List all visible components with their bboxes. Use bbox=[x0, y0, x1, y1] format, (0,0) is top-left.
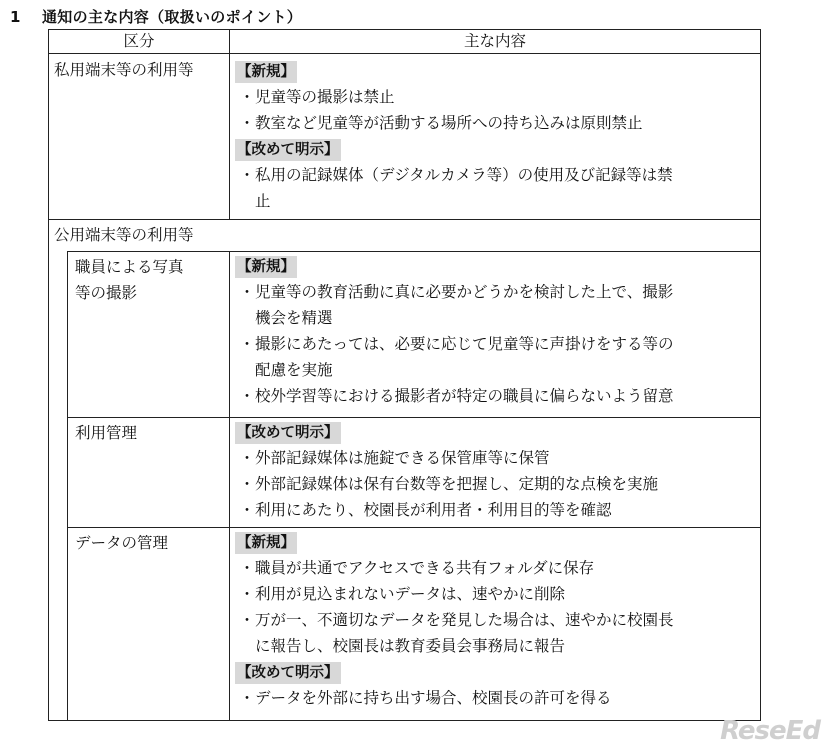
list-item: ・児童等の撮影は禁止 bbox=[239, 88, 395, 106]
section-number: 1 bbox=[10, 8, 21, 26]
list-item-continuation: 配慮を実施 bbox=[255, 361, 333, 379]
tag-clarify: 【改めて明示】 bbox=[235, 662, 341, 684]
list-item: ・外部記録媒体は保有台数等を把握し、定期的な点検を実施 bbox=[239, 475, 659, 493]
list-item: ・外部記録媒体は施錠できる保管庫等に保管 bbox=[239, 449, 550, 467]
list-item: ・利用にあたり、校園長が利用者・利用目的等を確認 bbox=[239, 501, 612, 519]
list-item: ・校外学習等における撮影者が特定の職員に偏らないよう留意 bbox=[239, 387, 674, 405]
list-item-continuation: に報告し、校園長は教育委員会事務局に報告 bbox=[255, 637, 566, 655]
private-label: 私用端末等の利用等 bbox=[54, 61, 194, 79]
tag-clarify: 【改めて明示】 bbox=[235, 422, 341, 444]
subsection-indent-line bbox=[67, 251, 68, 720]
list-item: ・万が一、不適切なデータを発見した場合は、速やかに校園長 bbox=[239, 611, 674, 629]
list-item: ・利用が見込まれないデータは、速やかに削除 bbox=[239, 585, 566, 603]
tag-new: 【新規】 bbox=[235, 61, 297, 83]
public-title-divider bbox=[67, 251, 760, 252]
photo-content bbox=[235, 253, 755, 409]
header-content: 主な内容 bbox=[463, 32, 526, 50]
list-item: ・児童等の教育活動に真に必要かどうかを検討した上で、撮影 bbox=[239, 283, 674, 301]
tag-new: 【新規】 bbox=[235, 532, 297, 554]
usage-row-divider bbox=[67, 527, 760, 528]
list-item-continuation: 機会を精選 bbox=[255, 309, 333, 327]
tag-new: 【新規】 bbox=[235, 256, 297, 278]
list-item: ・データを外部に持ち出す場合、校園長の許可を得る bbox=[239, 689, 612, 707]
photo-label: 職員による写真 等の撮影 bbox=[75, 258, 184, 302]
list-item-continuation: 止 bbox=[255, 192, 271, 210]
section-title: 通知の主な内容（取扱いのポイント） bbox=[42, 8, 303, 26]
private-content bbox=[235, 58, 755, 214]
usage-label: 利用管理 bbox=[75, 424, 138, 442]
data-label: データの管理 bbox=[75, 534, 169, 552]
usage-content bbox=[235, 419, 755, 523]
content-table bbox=[48, 29, 761, 721]
column-divider-top bbox=[229, 30, 230, 220]
photo-row-divider bbox=[67, 417, 760, 418]
list-item: ・撮影にあたっては、必要に応じて児童等に声掛けをする等の bbox=[239, 335, 674, 353]
list-item: ・教室など児童等が活動する場所への持ち込みは原則禁止 bbox=[239, 114, 643, 132]
resed-watermark: ReseEd bbox=[720, 716, 820, 746]
tag-clarify: 【改めて明示】 bbox=[235, 139, 341, 161]
data-content bbox=[235, 529, 755, 711]
header-category: 区分 bbox=[123, 32, 155, 50]
private-section-divider bbox=[49, 219, 760, 220]
list-item: ・職員が共通でアクセスできる共有フォルダに保存 bbox=[239, 559, 595, 577]
column-divider-bottom bbox=[229, 251, 230, 720]
list-item: ・私用の記録媒体（デジタルカメラ等）の使用及び記録等は禁 bbox=[239, 166, 673, 184]
public-label: 公用端末等の利用等 bbox=[54, 226, 194, 244]
section-heading bbox=[10, 6, 302, 27]
